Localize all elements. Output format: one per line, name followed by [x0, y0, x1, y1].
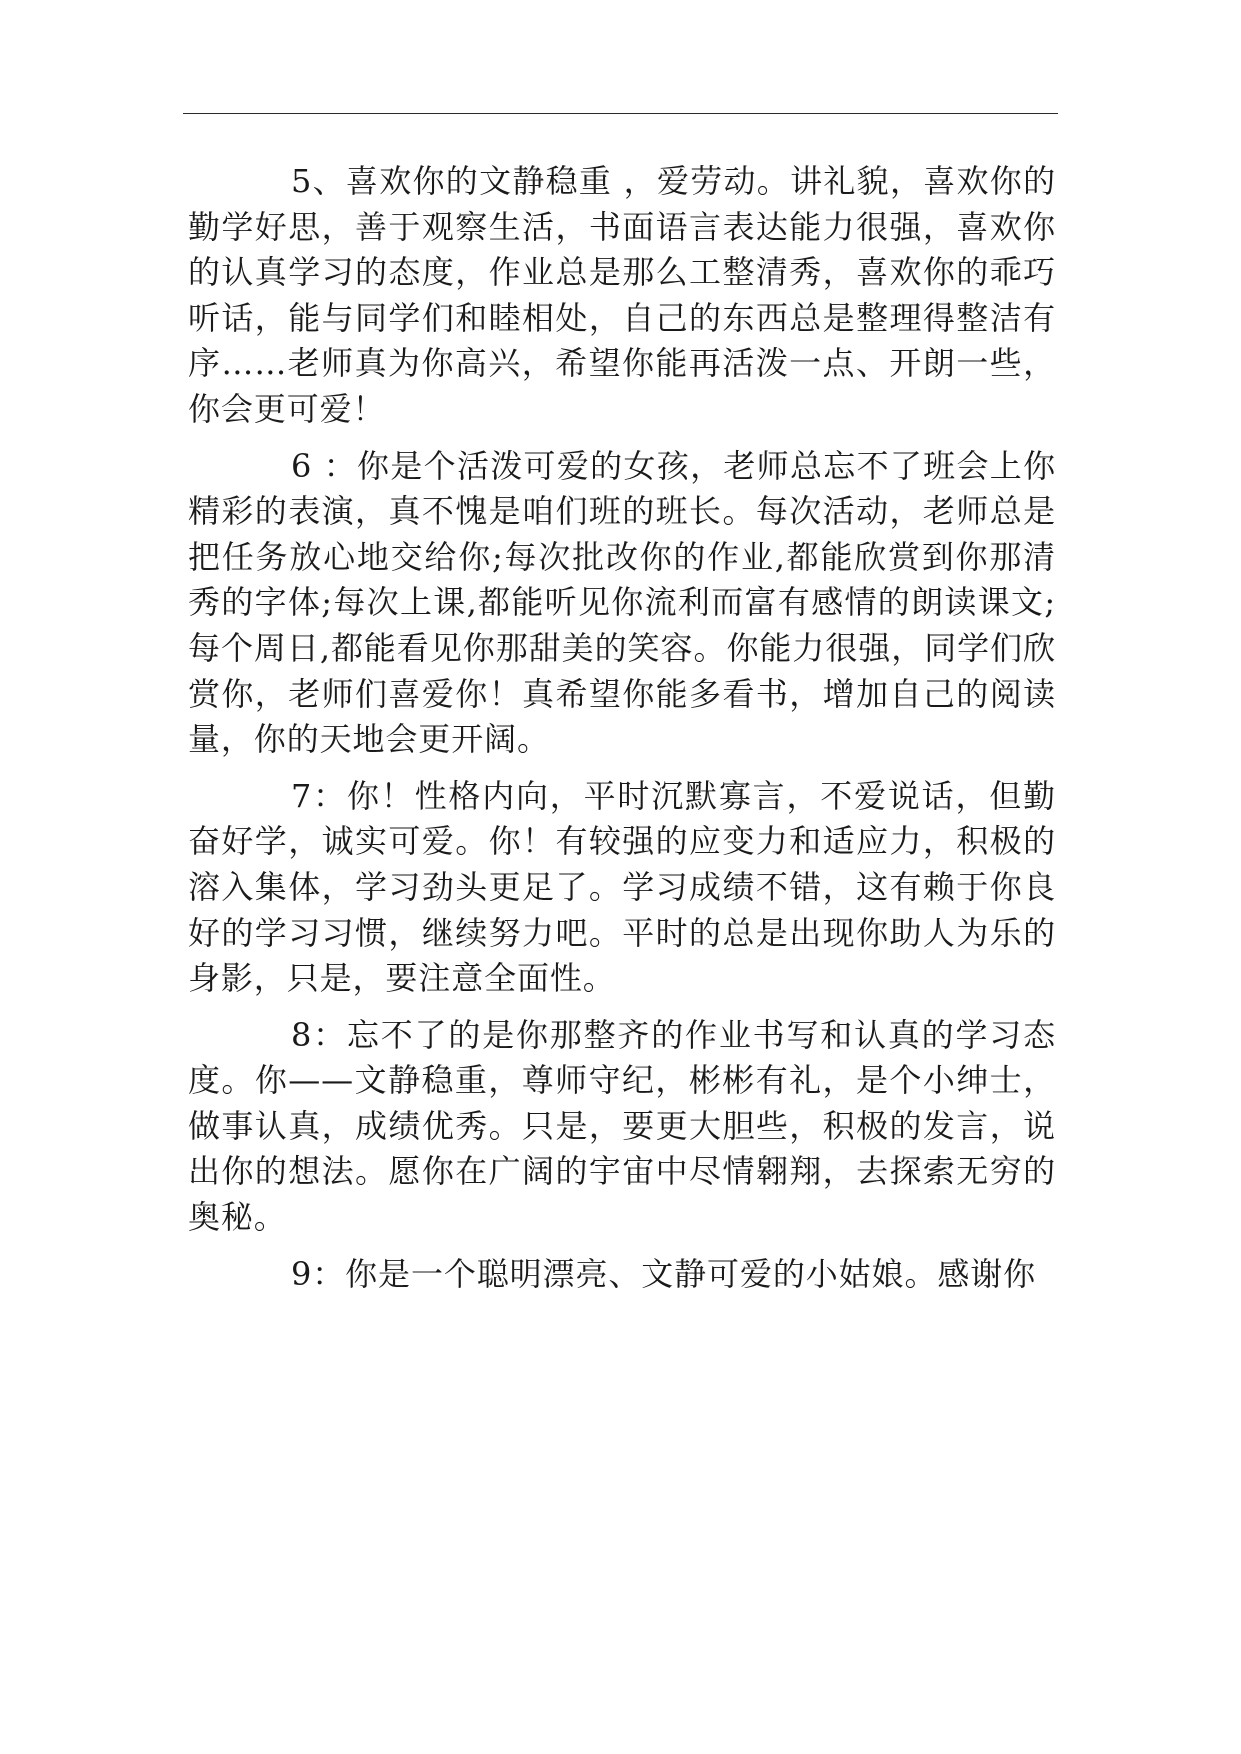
comment-paragraph-6: 6 ：你是个活泼可爱的女孩，老师总忘不了班会上你精彩的表演，真不愧是咱们班的班长。每次活动，老师总是把任务放心地交给你;每次批改你的作业,都能欣赏到你那清秀的字体;每次上课,都能听见你流利而富有感情的朗读课文;每个周日,都能看见你那甜美的笑容。你能力很强，同学们欣赏你，老师们喜爱你！真希望你能多看书，增加自己的阅读量，你的天地会更开阔。: [188, 446, 1056, 759]
header-rule: [183, 113, 1058, 114]
comment-paragraph-8: 8：忘不了的是你那整齐的作业书写和认真的学习态度。你——文静稳重，尊师守纪，彬彬有礼，是个小绅士，做事认真，成绩优秀。只是，要更大胆些，积极的发言，说出你的想法。愿你在广阔的宇宙中尽情翱翔，去探索无穷的奥秘。: [188, 1015, 1056, 1237]
comment-paragraph-7: 7：你！性格内向，平时沉默寡言，不爱说话，但勤奋好学，诚实可爱。你！有较强的应变力和适应力，积极的溶入集体，学习劲头更足了。学习成绩不错，这有赖于你良好的学习习惯，继续努力吧。平时的总是出现你助人为乐的身影，只是，要注意全面性。: [188, 776, 1056, 998]
comment-paragraph-5: 5、喜欢你的文静稳重 ，爱劳动。讲礼貌，喜欢你的勤学好思，善于观察生活，书面语言表达能力很强，喜欢你的认真学习的态度，作业总是那么工整清秀，喜欢你的乖巧听话，能与同学们和睦相处，自己的东西总是整理得整洁有序……老师真为你高兴，希望你能再活泼一点、开朗一些，你会更可爱！: [188, 162, 1056, 428]
comment-paragraph-9: 9：你是一个聪明漂亮、文静可爱的小姑娘。感谢你: [291, 1254, 1037, 1293]
document-body: [188, 159, 1056, 1308]
